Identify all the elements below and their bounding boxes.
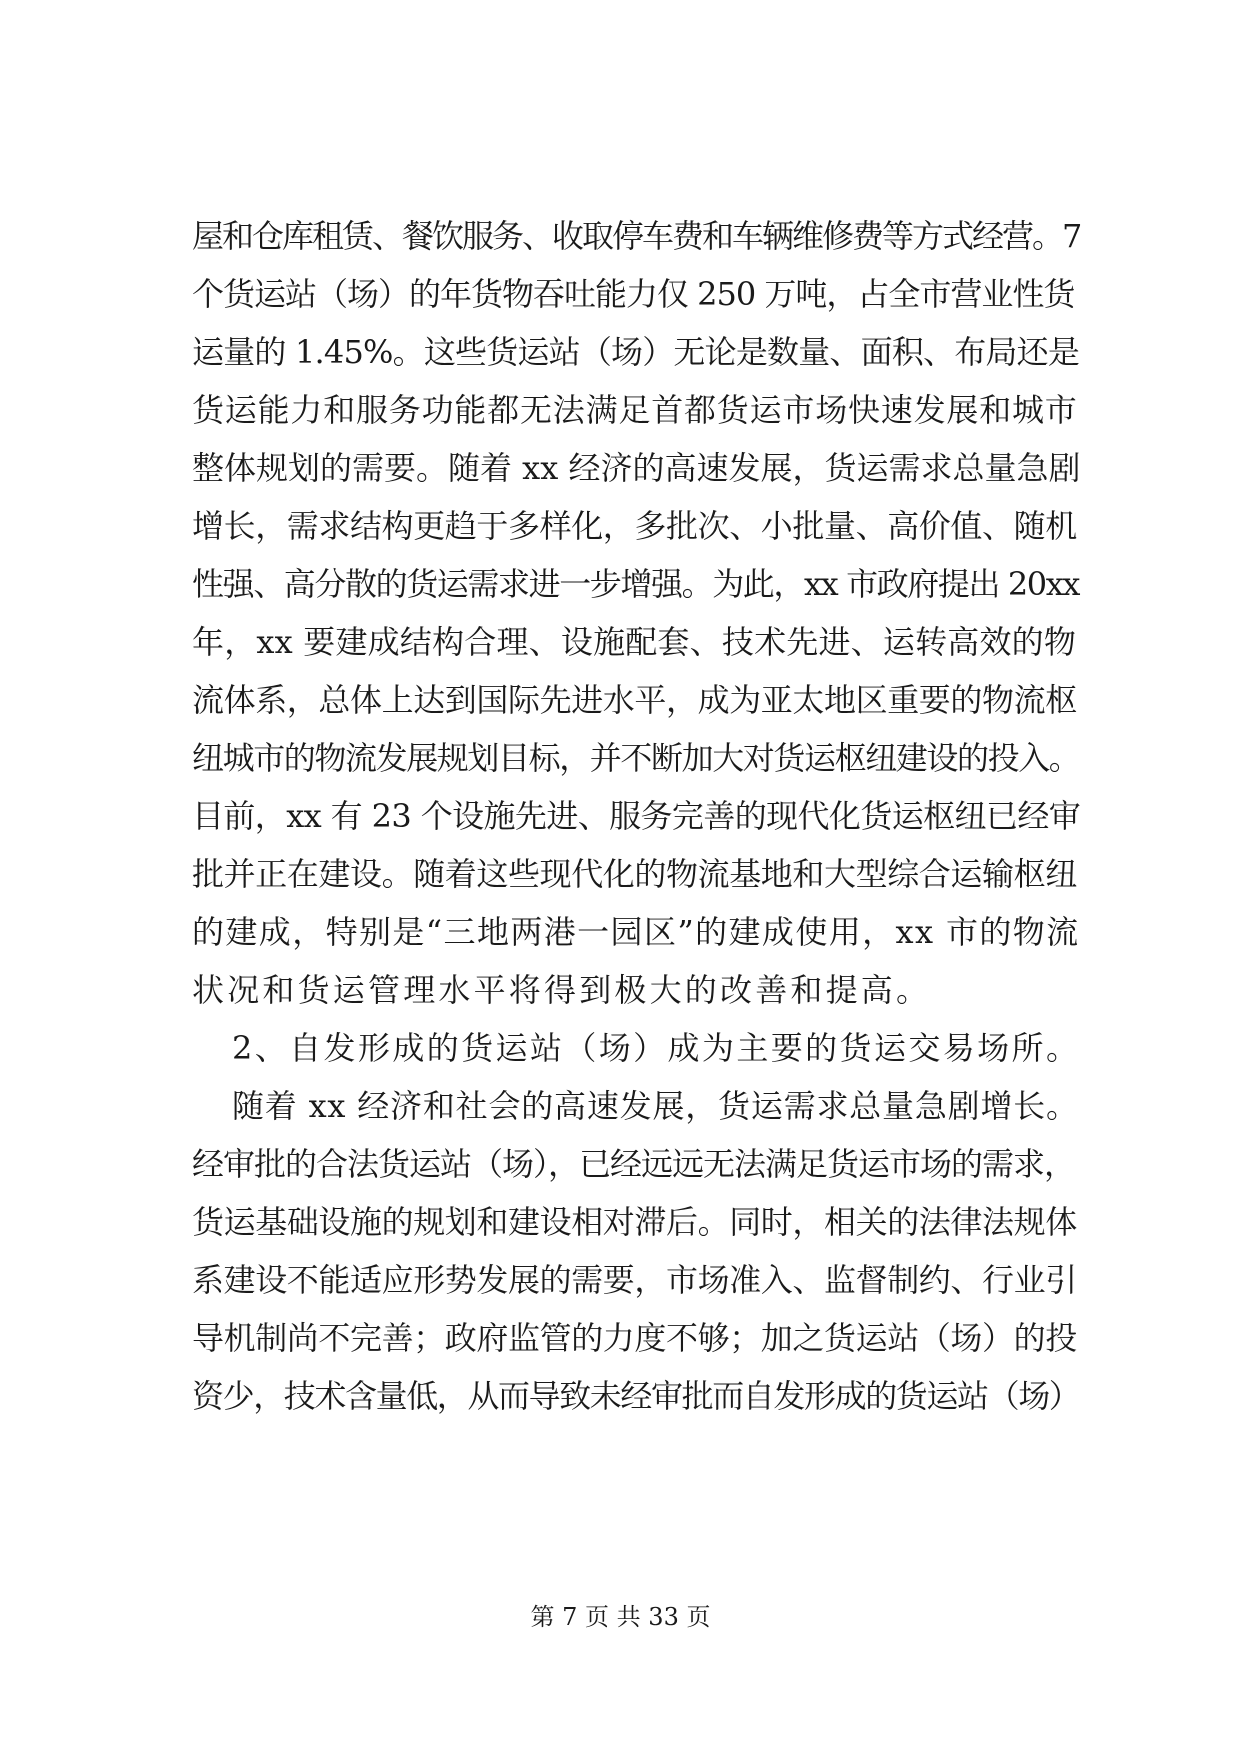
text-line: 目前，xx 有 23 个设施先进、服务完善的现代化货运枢纽已经审 [192,797,1081,835]
text-line: 的建成，特别是“三地两港一园区”的建成使用，xx 市的物流 [192,913,1080,951]
section-heading: 2、自发形成的货运站（场）成为主要的货运交易场所。 [232,1029,1081,1067]
text-line: 运量的 1.45%。这些货运站（场）无论是数量、面积、布局还是 [192,333,1080,371]
text-line: 系建设不能适应形势发展的需要，市场准入、监督制约、行业引 [192,1261,1077,1299]
text-line: 个货运站（场）的年货物吞吐能力仅 250 万吨，占全市营业性货 [192,275,1075,313]
text-line: 资少，技术含量低，从而导致未经审批而自发形成的货运站（场） [192,1377,1080,1415]
text-line: 货运能力和服务功能都无法满足首都货运市场快速发展和城市 [192,391,1078,429]
text-line: 性强、高分散的货运需求进一步增强。为此，xx 市政府提出 20xx [192,565,1080,603]
text-line: 纽城市的物流发展规划目标，并不断加大对货运枢纽建设的投入。 [192,739,1080,777]
text-line: 货运基础设施的规划和建设相对滞后。同时，相关的法律法规体 [192,1203,1077,1241]
text-line: 状况和货运管理水平将得到极大的改善和提高。 [192,971,932,1009]
text-line: 增长，需求结构更趋于多样化，多批次、小批量、高价值、随机 [192,507,1077,545]
text-line: 流体系，总体上达到国际先进水平，成为亚太地区重要的物流枢 [192,681,1077,719]
text-line: 随着 xx 经济和社会的高速发展，货运需求总量急剧增长。 [232,1087,1079,1125]
text-line: 导机制尚不完善；政府监管的力度不够；加之货运站（场）的投 [192,1319,1077,1357]
text-line: 屋和仓库租赁、餐饮服务、收取停车费和车辆维修费等方式经营。7 [192,217,1081,255]
page-number-footer: 第 7 页 共 33 页 [530,1603,711,1631]
text-line: 整体规划的需要。随着 xx 经济的高速发展，货运需求总量急剧 [192,449,1081,487]
text-line: 批并正在建设。随着这些现代化的物流基地和大型综合运输枢纽 [192,855,1077,893]
text-line: 年，xx 要建成结构合理、设施配套、技术先进、运转高效的物 [192,623,1077,661]
text-line: 经审批的合法货运站（场），已经远远无法满足货运市场的需求， [192,1145,1076,1183]
